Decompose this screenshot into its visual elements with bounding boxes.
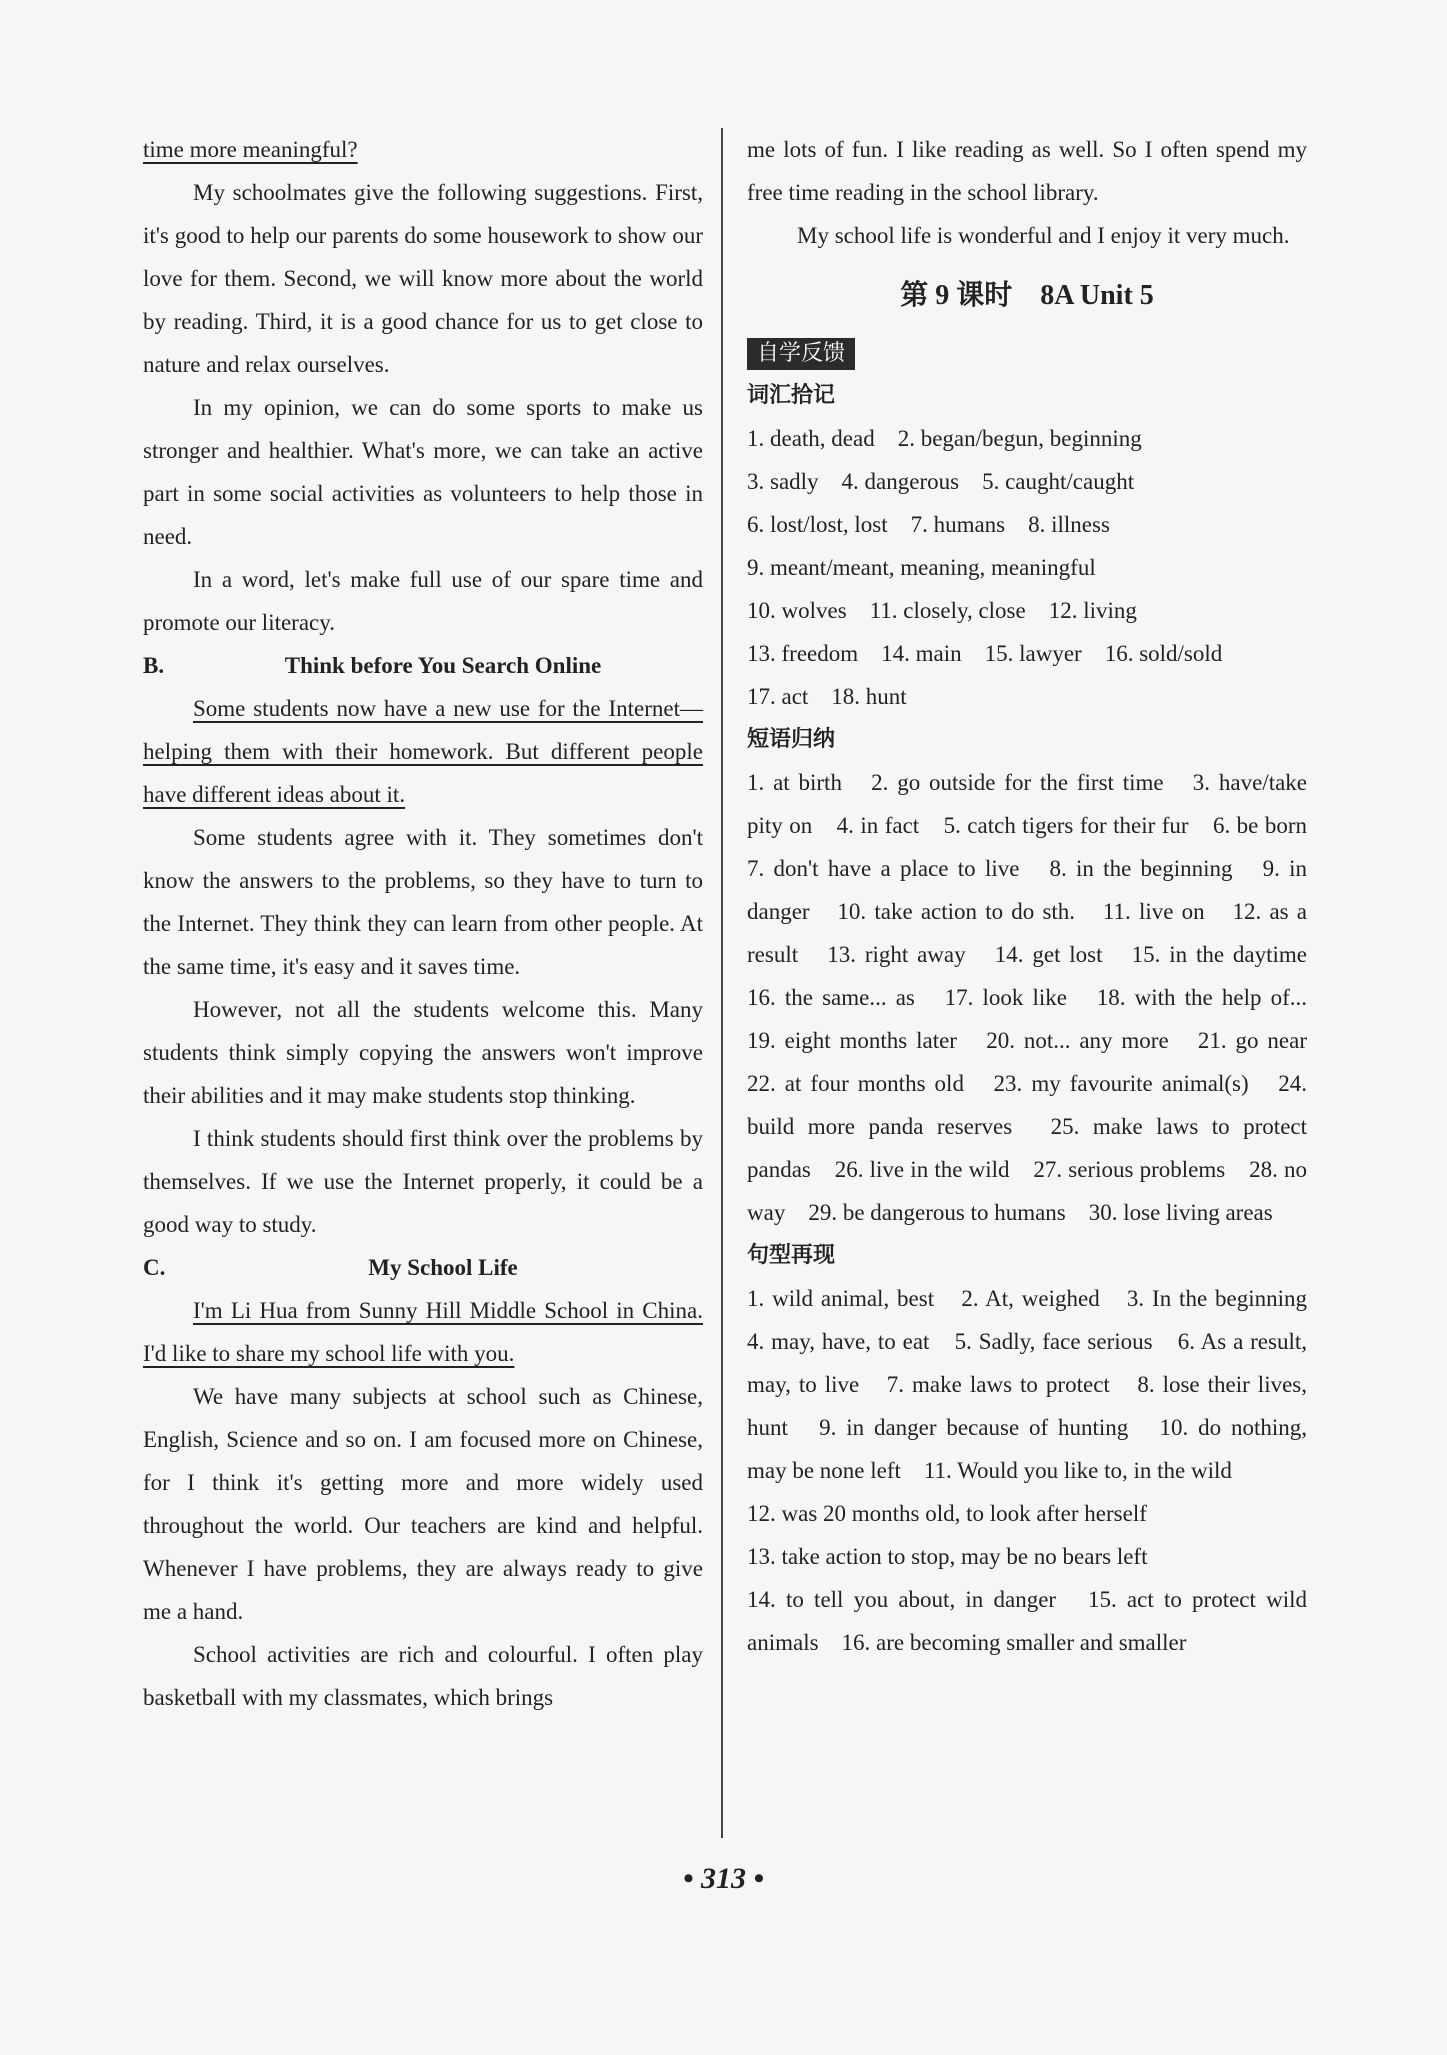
essay-a-question <box>143 128 703 171</box>
vocab-list <box>747 417 1307 718</box>
vocab-line: 17. act 18. hunt <box>747 684 907 709</box>
paragraph: I think students should first think over the problems by themselves. If we use the Internet properly, it could be a good way to study. <box>143 1126 703 1237</box>
section-letter: B. <box>143 653 165 678</box>
paragraph: Some students agree with it. They sometimes don't know the answers to the problems, so they have to turn to the Internet. They think they can learn from other people. At the same time, it's easy and it saves time. <box>143 825 703 979</box>
paragraph: However, not all the students welcome this. Many students think simply copying the answers won't improve their abilities and it may make students stop thinking. <box>143 997 703 1108</box>
section-title: My School Life <box>368 1255 518 1280</box>
section-letter: C. <box>143 1255 166 1280</box>
vocab-line: 10. wolves 11. closely, close 12. living <box>747 598 1137 623</box>
vocab-line: 9. meant/meant, meaning, meaningful <box>747 555 1096 580</box>
paragraph: In a word, let's make full use of our spare time and promote our literacy. <box>143 567 703 635</box>
sentence-heading: 句型再现 <box>747 1243 836 1268</box>
vocab-line: 13. freedom 14. main 15. lawyer 16. sold/sold <box>747 641 1223 666</box>
paragraph: me lots of fun. I like reading as well. So I often spend my free time reading in the school library. <box>747 137 1307 205</box>
left-column <box>143 128 703 1719</box>
sentence-list: 1. wild animal, best 2. At, weighed 3. In the beginning 4. may, have, to eat 5. Sadly, face serious 6. As a result, may, to live 7. make laws to protect 8. lose their lives, hunt 9. in danger because of hunting 10. do nothing, may be none left 11. Would you like to, in the wild <box>747 1286 1330 1483</box>
paragraph: School activities are rich and colourful. I often play basketball with my classmates, which brings <box>143 1642 703 1710</box>
underlined-text: Some students now have a new use for the Internet—helping them with their homework. But different people have different ideas about it. <box>143 696 703 807</box>
section-b-heading <box>143 644 703 687</box>
section-title: Think before You Search Online <box>284 653 602 678</box>
section-c-heading <box>143 1246 703 1289</box>
phrase-heading: 短语归纳 <box>747 727 836 752</box>
section-box-label: 自学反馈 <box>747 338 855 370</box>
sentence-line: 13. take action to stop, may be no bears left <box>747 1544 1148 1569</box>
underlined-text: I'm Li Hua from Sunny Hill Middle School in China. I'd like to share my school life with you. <box>143 1298 703 1366</box>
column-divider <box>721 128 723 1838</box>
right-column <box>747 128 1330 1664</box>
page-number: • 313 • <box>682 1862 764 1895</box>
sentence-line: 14. to tell you about, in danger 15. act to protect wild animals 16. are becoming smaller and smaller <box>747 1587 1307 1655</box>
paragraph: My schoolmates give the following suggestions. First, it's good to help our parents do some housework to show our love for them. Second, we will know more about the world by reading. Third, it is a good chance for us to get close to nature and relax ourselves. <box>143 180 703 377</box>
paragraph: My school life is wonderful and I enjoy it very much. <box>797 223 1290 248</box>
paragraph: We have many subjects at school such as Chinese, English, Science and so on. I am focused more on Chinese, for I think it's getting more and more widely used throughout the world. Our teachers are kind and helpful. Whenever I have problems, they are always ready to give me a hand. <box>143 1384 703 1624</box>
vocab-heading: 词汇拾记 <box>747 383 836 408</box>
vocab-line: 6. lost/lost, lost 7. humans 8. illness <box>747 512 1110 537</box>
vocab-line: 3. sadly 4. dangerous 5. caught/caught <box>747 469 1135 494</box>
paragraph-underlined <box>143 1289 703 1375</box>
paragraph-underlined <box>143 687 703 816</box>
phrase-list: 1. at birth 2. go outside for the first time 3. have/take pity on 4. in fact 5. catch tigers for their fur 6. be born 7. don't have a place to live 8. in the beginning 9. in danger 10. take action to do sth. 11. live on 12. as a result 13. right away 14. get lost 15. in the daytime 16. the same... as 17. look like 18. with the help of... 19. eight months later 20. not... any more 21. go near 22. at four months old 23. my favourite animal(s) 24. build more panda reserves 25. make laws to protect pandas 26. live in the wild 27. serious problems 28. no way 29. be dangerous to humans 30. lose living areas <box>747 770 1330 1225</box>
sentence-line: 12. was 20 months old, to look after herself <box>747 1501 1147 1526</box>
vocab-line: 1. death, dead 2. began/begun, beginning <box>747 426 1142 451</box>
paragraph: In my opinion, we can do some sports to make us stronger and healthier. What's more, we can take an active part in some social activities as volunteers to help those in need. <box>143 395 703 549</box>
lesson-title: 第 9 课时 8A Unit 5 <box>900 280 1154 311</box>
underlined-text: time more meaningful? <box>143 137 358 162</box>
